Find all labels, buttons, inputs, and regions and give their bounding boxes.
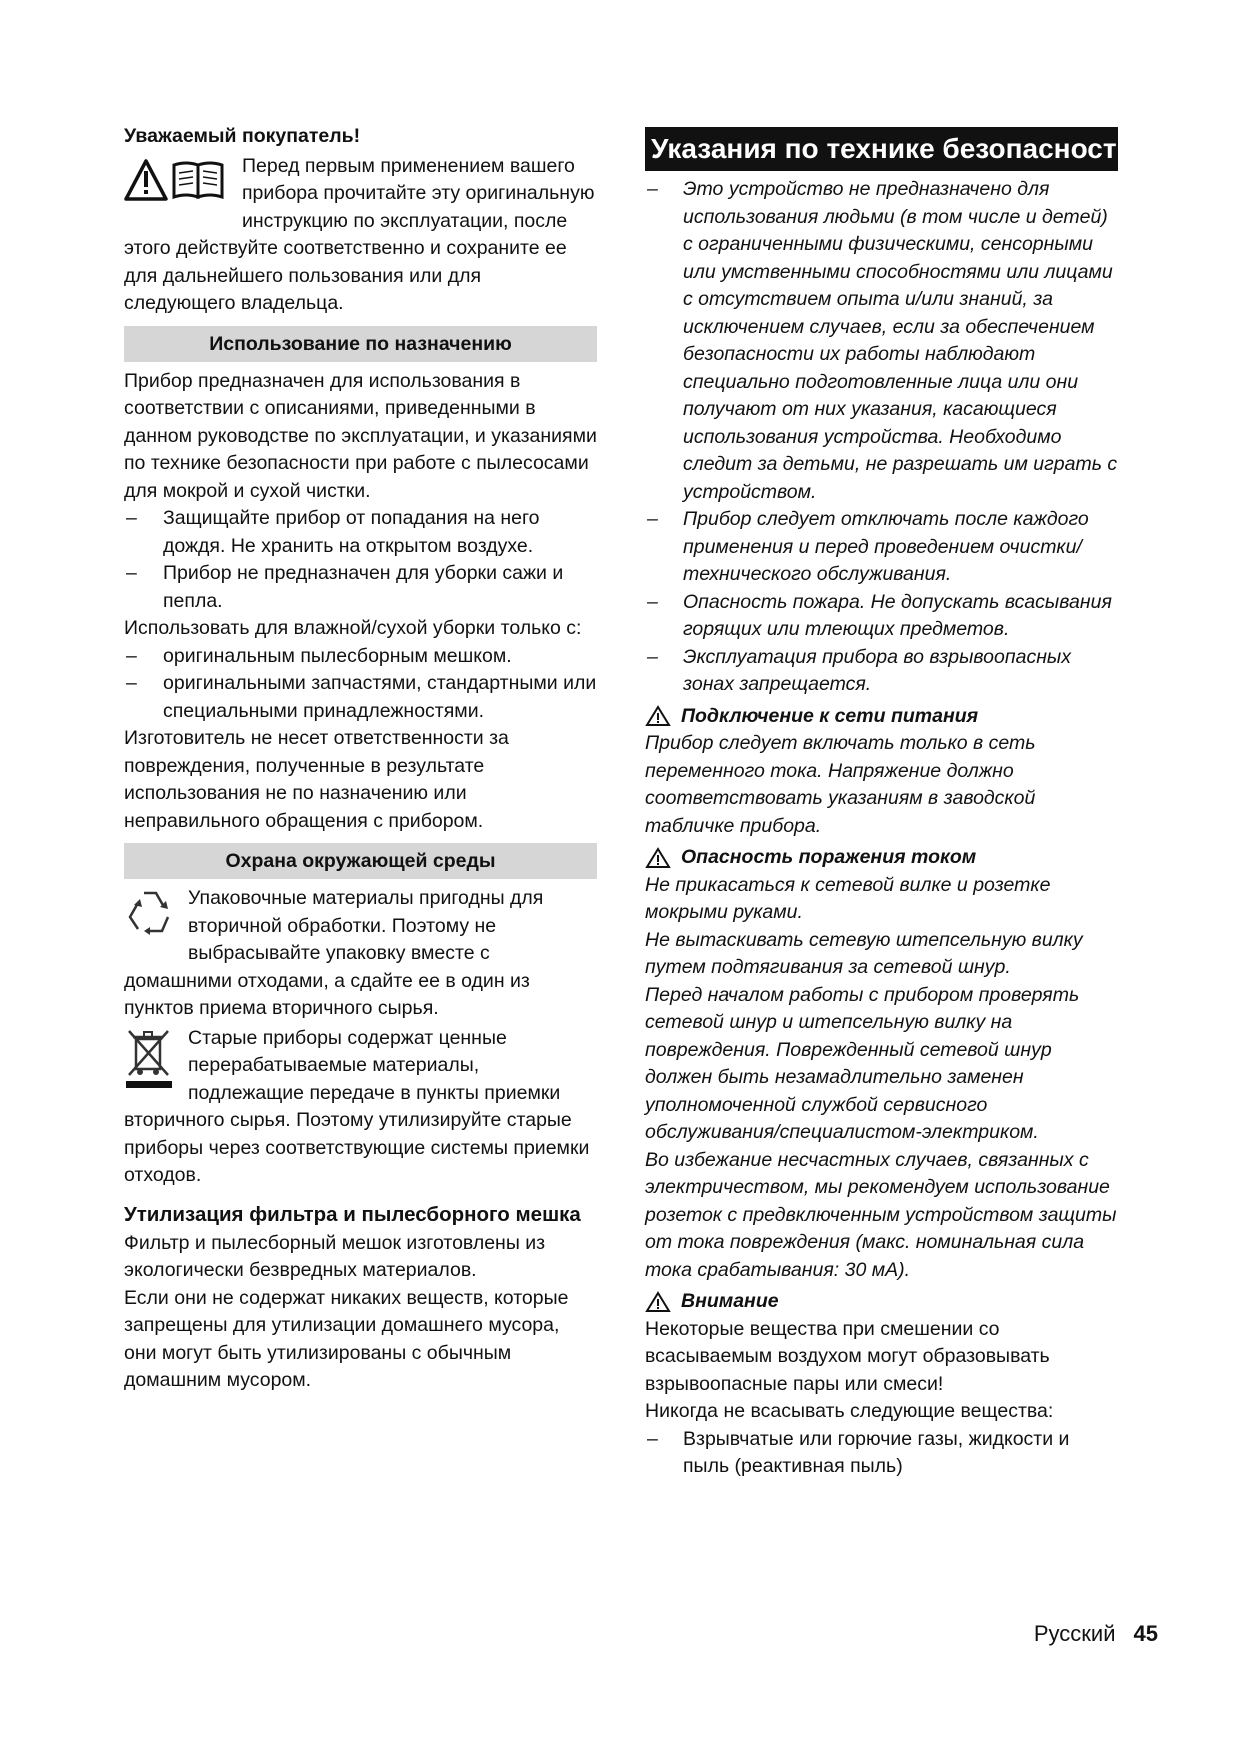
- shock-para-3: Перед началом работы с прибором проверять сетевой шнур и штепсельную вилку на повреждения. Поврежденный сетевой шнур должен быть незамадлительно заменен уполномоченной службой сервисного обслуживания/специалистом-электриком.: [645, 983, 1080, 1143]
- safety-bullet-2: – Прибор следует отключать после каждого применения и перед проведением очистки/ технического обслуживания.: [645, 506, 1118, 589]
- left-column: [124, 123, 597, 1395]
- intro-block: [124, 153, 597, 318]
- use-para-2: Использовать для влажной/сухой уборки только с:: [124, 617, 582, 639]
- warning-triangle-icon: [645, 847, 671, 869]
- footer-language: Русский: [1033, 1621, 1116, 1646]
- shock-para-4: Во избежание несчастных случаев, связанных с электричеством, мы рекомендуем использование розеток с предвключенным устройством защиты от тока повреждения (макс. номинальная сила тока срабатывания: 30 мА).: [645, 1148, 1117, 1281]
- weee-text: Старые приборы содержат ценные перерабатываемые материалы, подлежащие передаче в пункты приемки вторичного сырья. Поэтому утилизируйте старые приборы через соответствующие системы приемки отходов.: [124, 1026, 590, 1186]
- use-bullet-2: – Прибор не предназначен для уборки сажи и пепла.: [124, 560, 597, 615]
- attention-heading: [645, 1288, 1118, 1316]
- shock-para-2: Не вытаскивать сетевую штепсельную вилку путем подтягивания за сетевой шнур.: [645, 928, 1083, 978]
- recycle-icon: [124, 887, 176, 943]
- section-filter-title: Утилизация фильтра и пылесборного мешка: [124, 1202, 581, 1226]
- weee-block: [124, 1025, 597, 1190]
- power-text: Прибор следует включать только в сеть переменного тока. Напряжение должно соответствовать указаниям в заводской табличке прибора.: [645, 732, 1036, 837]
- section-use-title: Использование по назначению: [124, 326, 597, 362]
- recycle-text: Упаковочные материалы пригодны для вторичной обработки. Поэтому не выбрасывайте упаковку вместе с домашними отходами, а сдайте ее в один из пунктов приема вторичного сырья.: [124, 887, 544, 1019]
- attention-para-2: Никогда не всасывать следующие вещества:: [645, 1400, 1054, 1422]
- right-column: [645, 127, 1134, 1481]
- recycle-block: [124, 885, 597, 1023]
- safety-bullet-4: – Эксплуатация прибора во взрывоопасных зонах запрещается.: [645, 644, 1118, 699]
- safety-bullet-3: – Опасность пожара. Не допускать всасывания горящих или тлеющих предметов.: [645, 589, 1118, 644]
- safety-bullet-1: – Это устройство не предназначено для использования людьми (в том числе и детей) с ограниченными физическими, сенсорными или умственными способностями или лицами с отсутствием опыта и/или знаний, за исключением случаев, если за обеспечением безопасности их работы наблюдают специально подготовленные лица или они получают от них указания, касающиеся использования устройства. Необходимо следит за детьми, не разрешать им играть с устройством.: [645, 176, 1118, 506]
- safety-title: Указания по технике безопасности: [645, 127, 1118, 171]
- crossed-bin-icon: [124, 1027, 176, 1089]
- power-title: Подключение к сети питания: [681, 704, 979, 727]
- page-footer: [1034, 1620, 1158, 1648]
- attention-bullet: – Взрывчатые или горючие газы, жидкости и пыль (реактивная пыль): [645, 1426, 1118, 1481]
- page-number: 45: [1133, 1621, 1158, 1646]
- use-bullet-4: – оригинальными запчастями, стандартными или специальными принадлежностями.: [124, 670, 597, 725]
- attention-para-1: Некоторые вещества при смешении со всасываемым воздухом могут образовывать взрывоопасные пары или смеси!: [645, 1317, 1050, 1395]
- shock-heading: [645, 844, 1118, 872]
- section-env-title: Охрана окружающей среды: [124, 843, 597, 879]
- warning-triangle-icon: [645, 705, 671, 727]
- attention-title: Внимание: [681, 1290, 779, 1312]
- warning-manual-icon: [124, 157, 232, 213]
- use-para-1: Прибор предназначен для использования в соответствии с описаниями, приведенными в данном руководстве по эксплуатации, и указаниями по технике безопасности при работе с пылесосами для мокрой и сухой чистки.: [124, 369, 597, 502]
- warning-triangle-icon: [645, 1291, 671, 1313]
- filter-para-1: Фильтр и пылесборный мешок изготовлены из экологически безвредных материалов.: [124, 1231, 546, 1281]
- use-bullet-3: – оригинальным пылесборным мешком.: [124, 643, 597, 671]
- intro-text: Перед первым применением вашего прибора прочитайте эту оригинальную инструкцию по эксплуатации, после этого действуйте соответственно и сохраните ее для дальнейшего пользования или для следующего владельца.: [124, 154, 595, 314]
- filter-para-2: Если они не содержат никаких веществ, которые запрещены для утилизации домашнего мусора, они могут быть утилизированы с обычным домашним мусором.: [124, 1286, 569, 1391]
- greeting: Уважаемый покупатель!: [124, 125, 361, 147]
- use-para-3: Изготовитель не несет ответственности за повреждения, полученные в результате использования не по назначению или неправильного обращения с прибором.: [124, 727, 509, 832]
- shock-title: Опасность поражения током: [681, 846, 977, 868]
- shock-para-1: Не прикасаться к сетевой вилке и розетке мокрыми руками.: [645, 873, 1051, 923]
- use-bullet-1: – Защищайте прибор от попадания на него дождя. Не хранить на открытом воздухе.: [124, 505, 597, 560]
- power-heading: [645, 703, 1118, 731]
